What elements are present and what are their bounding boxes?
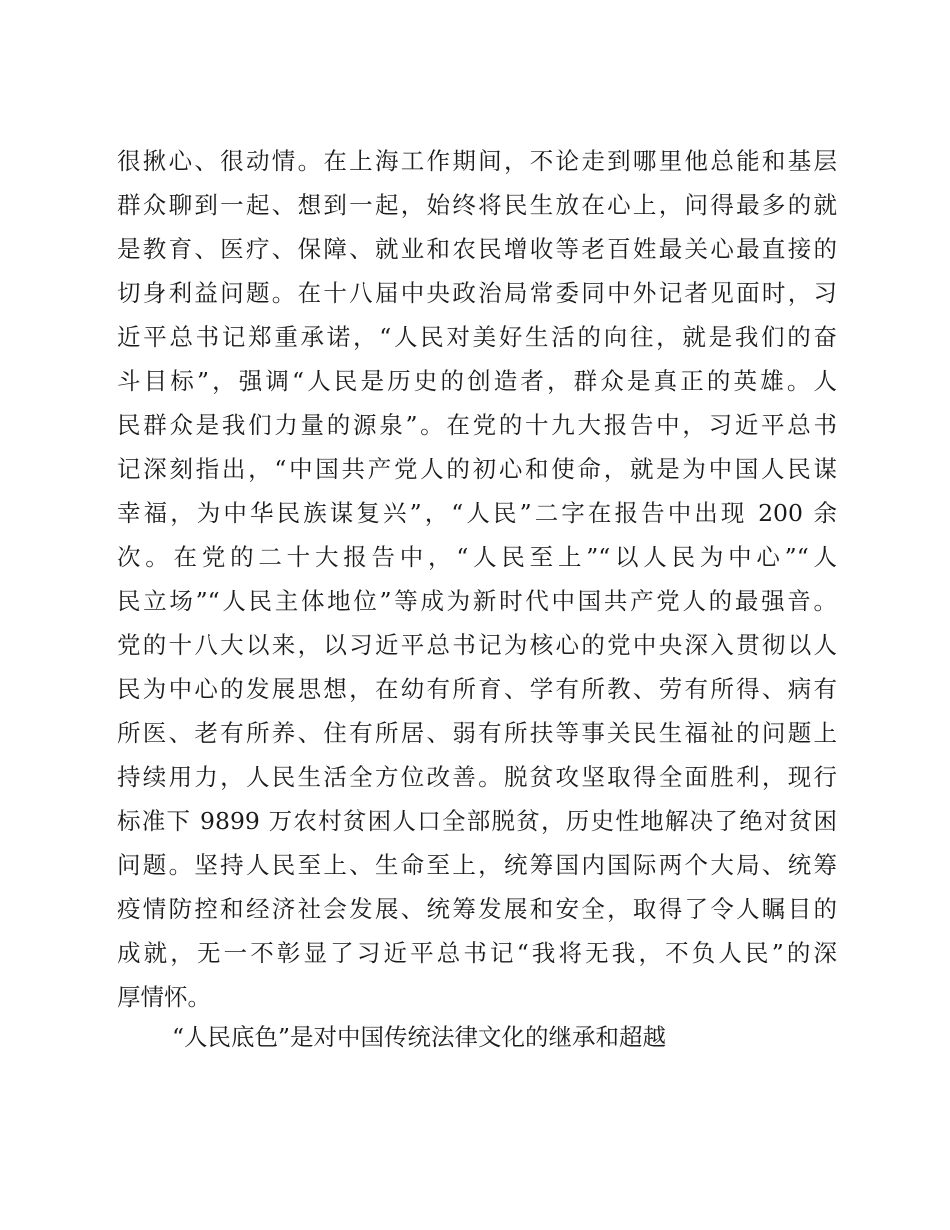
paragraph-line-6: 斗目标”，强调“人民是历史的创造者，群众是真正的英雄。人 bbox=[117, 367, 837, 395]
paragraph-line-4: 切身利益问题。在十八届中央政治局常委同中外记者见面时，习 bbox=[117, 279, 837, 307]
paragraph-line-1: 很揪心、很动情。在上海工作期间，不论走到哪里他总能和基层 bbox=[117, 147, 837, 175]
paragraph-line-8: 记深刻指出，“中国共产党人的初心和使命，就是为中国人民谋 bbox=[117, 455, 837, 483]
body-paragraph bbox=[117, 139, 837, 1019]
paragraph-line-10: 次。在党的二十大报告中，“人民至上”“以人民为中心”“人 bbox=[117, 543, 837, 571]
paragraph-line-20: 厚情怀。 bbox=[117, 983, 211, 1011]
paragraph-line-2: 群众聊到一起、想到一起，始终将民生放在心上，问得最多的就 bbox=[117, 191, 837, 219]
paragraph-line-19: 成就，无一不彰显了习近平总书记“我将无我，不负人民”的深 bbox=[117, 939, 837, 967]
paragraph-line-16: 标准下 9899 万农村贫困人口全部脱贫，历史性地解决了绝对贫困 bbox=[117, 807, 837, 835]
section-heading: “人民底色”是对中国传统法律文化的继承和超越 bbox=[172, 1023, 667, 1051]
paragraph-line-18: 疫情防控和经济社会发展、统筹发展和安全，取得了令人瞩目的 bbox=[117, 895, 837, 923]
paragraph-line-9: 幸福，为中华民族谋复兴”，“人民”二字在报告中出现 200 余 bbox=[117, 499, 837, 527]
paragraph-line-12: 党的十八大以来，以习近平总书记为核心的党中央深入贯彻以人 bbox=[117, 631, 837, 659]
paragraph-line-11: 民立场”“人民主体地位”等成为新时代中国共产党人的最强音。 bbox=[117, 587, 837, 615]
paragraph-line-3: 是教育、医疗、保障、就业和农民增收等老百姓最关心最直接的 bbox=[117, 235, 837, 263]
paragraph-line-13: 民为中心的发展思想，在幼有所育、学有所教、劳有所得、病有 bbox=[117, 675, 837, 703]
paragraph-line-7: 民群众是我们力量的源泉”。在党的十九大报告中，习近平总书 bbox=[117, 411, 837, 439]
paragraph-line-5: 近平总书记郑重承诺，“人民对美好生活的向往，就是我们的奋 bbox=[117, 323, 837, 351]
paragraph-line-15: 持续用力，人民生活全方位改善。脱贫攻坚取得全面胜利，现行 bbox=[117, 763, 837, 791]
paragraph-line-17: 问题。坚持人民至上、生命至上，统筹国内国际两个大局、统筹 bbox=[117, 851, 837, 879]
paragraph-line-14: 所医、老有所养、住有所居、弱有所扶等事关民生福祉的问题上 bbox=[117, 719, 837, 747]
